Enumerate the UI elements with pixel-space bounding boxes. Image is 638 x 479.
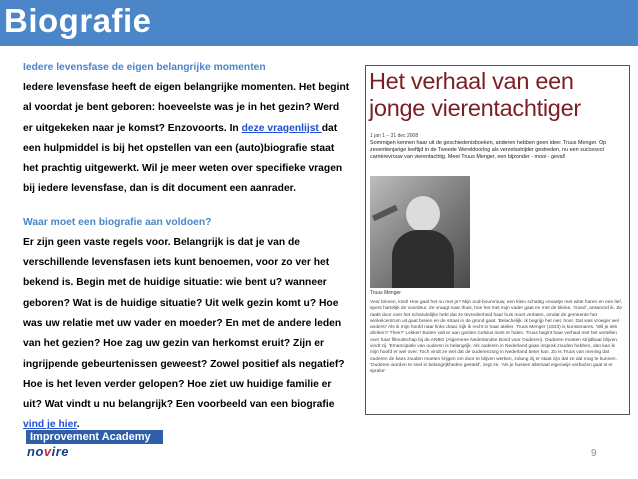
photo-body <box>392 230 454 288</box>
brand-prefix: no <box>27 444 44 459</box>
photo-caption: Truus Menger <box>370 290 401 296</box>
brand-suffix: ire <box>51 444 70 459</box>
section1-line-4: een hulpmiddel is bij het opstellen van een (auto)biografie staat <box>23 142 335 154</box>
article-date: 1 jan 1 – 31 dec 2008 <box>370 133 419 139</box>
article-title <box>369 68 581 122</box>
section1-line-3 <box>23 119 361 139</box>
section1-line-1: Iedere levensfase heeft de eigen belangrijke momenten. Het begint <box>23 82 350 93</box>
improvement-academy-logo <box>26 430 163 444</box>
portrait-photo <box>370 176 470 288</box>
section-spacer <box>23 200 361 212</box>
section2-line-9: uit? Wat vindt u nu belangrijk? Een voorbeeld van een biografie <box>23 399 335 411</box>
article-title-line-2: jonge vierentachtiger <box>369 95 581 121</box>
section1-after-link: dat <box>321 122 338 134</box>
page-number: 9 <box>591 448 597 459</box>
section2-line-8: Hoe is het leven verder gelopen? Hoe ziet uw huidige familie er <box>23 378 332 390</box>
section2-line-4: geboren? Wat is de huidige situatie? Uit welk gezin komt u? Hoe <box>23 297 339 309</box>
section2-line-5: was uw relatie met uw vader en moeder? En met de andere leden <box>23 317 342 329</box>
section2-line-7: ingrijpende gebeurtenissen geweest? Zowel positief als negatief? <box>23 358 345 370</box>
vragenlijst-link[interactable]: deze vragenlijst <box>241 122 322 134</box>
section1-line-6: bij iedere levensfase, dan is dit document een aanrader. <box>23 183 296 195</box>
article-screenshot <box>365 65 630 415</box>
section1-line-5: het prachtig uitgewerkt. Wil je meer weten over specifieke vragen <box>23 163 343 175</box>
section2-line-6: van het gezien? Hoe zag uw gezin van herkomst eruit? Zijn er <box>23 338 324 350</box>
article-intro: Sommigen kennen haar uit de geschiedenisboeken, anderen hebben geen idee: Truus Menger. Op zeventienjarige leeftijd in de Tweede Wereldoorlog als verzetsstrijder gestreden, nu een succesvol carrièrevrouw van vierentachtig. Meet Truus Menger, een bijzonder - mooi - geval! <box>370 140 607 161</box>
biografie-example-link[interactable]: vind je hier <box>23 419 77 431</box>
section1-line-3-text: er uitgekeken naar je komst? Enzovoorts. In <box>23 122 242 134</box>
section2-line-3: bekend is. Begin met de huidige situatie: wie bent u? wanneer <box>23 277 327 289</box>
text-column <box>23 57 361 436</box>
photo-face <box>406 196 440 232</box>
section1-line-2: al voordat je bent geboren: hoeveelste was je in het gezin? Werd <box>23 102 340 114</box>
article-title-line-1: Het verhaal van een <box>369 68 574 94</box>
section2-line-1: Er zijn geen vaste regels voor. Belangrijk is dat je van de <box>23 236 300 248</box>
article-body: Voor binnen, kind! Hoe gaat het nu met je? Mijn oud-bourvrouw, een klein schattig vrouwtje met witte haren en een lief, spent hartelijk de voordeur. Ze vraagt naar thuis, hoe het met mijn vader gaat en met de kleine, 'Goed', antwoord ik. Ze raakt door over het schandelijke hebt dat ze tevredenheid haar huis moet verlaten, omdat de gemeente het winkelcentrum uit gaat breien en de straat in de grond gaat. 'Belachelijk. Ik begrijp het niet, hoor. Dat was vroeger wel anders!' Als ik mijn hoofd naar links draai, kijk ik recht in haar atelier. Truus Menger (1923) is kunstenares. 'Wil je iets drinken? Thee?' Lekker! Buiten valt er aan gorden Celsius niets te halen. Truus begint haar verhaal met het vertellen over haar filmuitschap bij de ANBO (Algemene Nederlandse Bond voor Ouderen). Ouderen moeten strijdbaar blijven, vindt zij. 'Emancipatie van ouderen is belangrijk. Als ouderen in Nederland gaan insprak zouden hebben, dan kan ik mijn hoofd er wel over. Toch vindt ze wel dat de ouderenzorg in Nederland beter kan. Zo is Truus van mening dat ouderen de kans zouden moeten krijgen om door te blijven werken, zolang zij er staat zijn dat ze dat mog te kunnen. 'Ouderen worden te snel in belangrijkheden gesteld', zegt ze. 'Als je hussen allemaal eigenwijs verbazen gaat is er sprake' <box>370 300 622 375</box>
section2-line-2: verschillende levensfasen iets kunt benoemen, voor zo ver het <box>23 257 330 269</box>
novire-logo <box>27 444 69 459</box>
title-bar <box>0 0 638 46</box>
brand-accent: v <box>43 444 52 459</box>
section2-heading: Waar moet een biografie aan voldoen? <box>23 216 212 228</box>
section1-heading: Iedere levensfase de eigen belangrijke momenten <box>23 62 266 73</box>
page-title: Biografie <box>4 2 152 39</box>
logo-label: Improvement Academy <box>30 431 151 443</box>
section2-after-link: . <box>76 419 80 431</box>
